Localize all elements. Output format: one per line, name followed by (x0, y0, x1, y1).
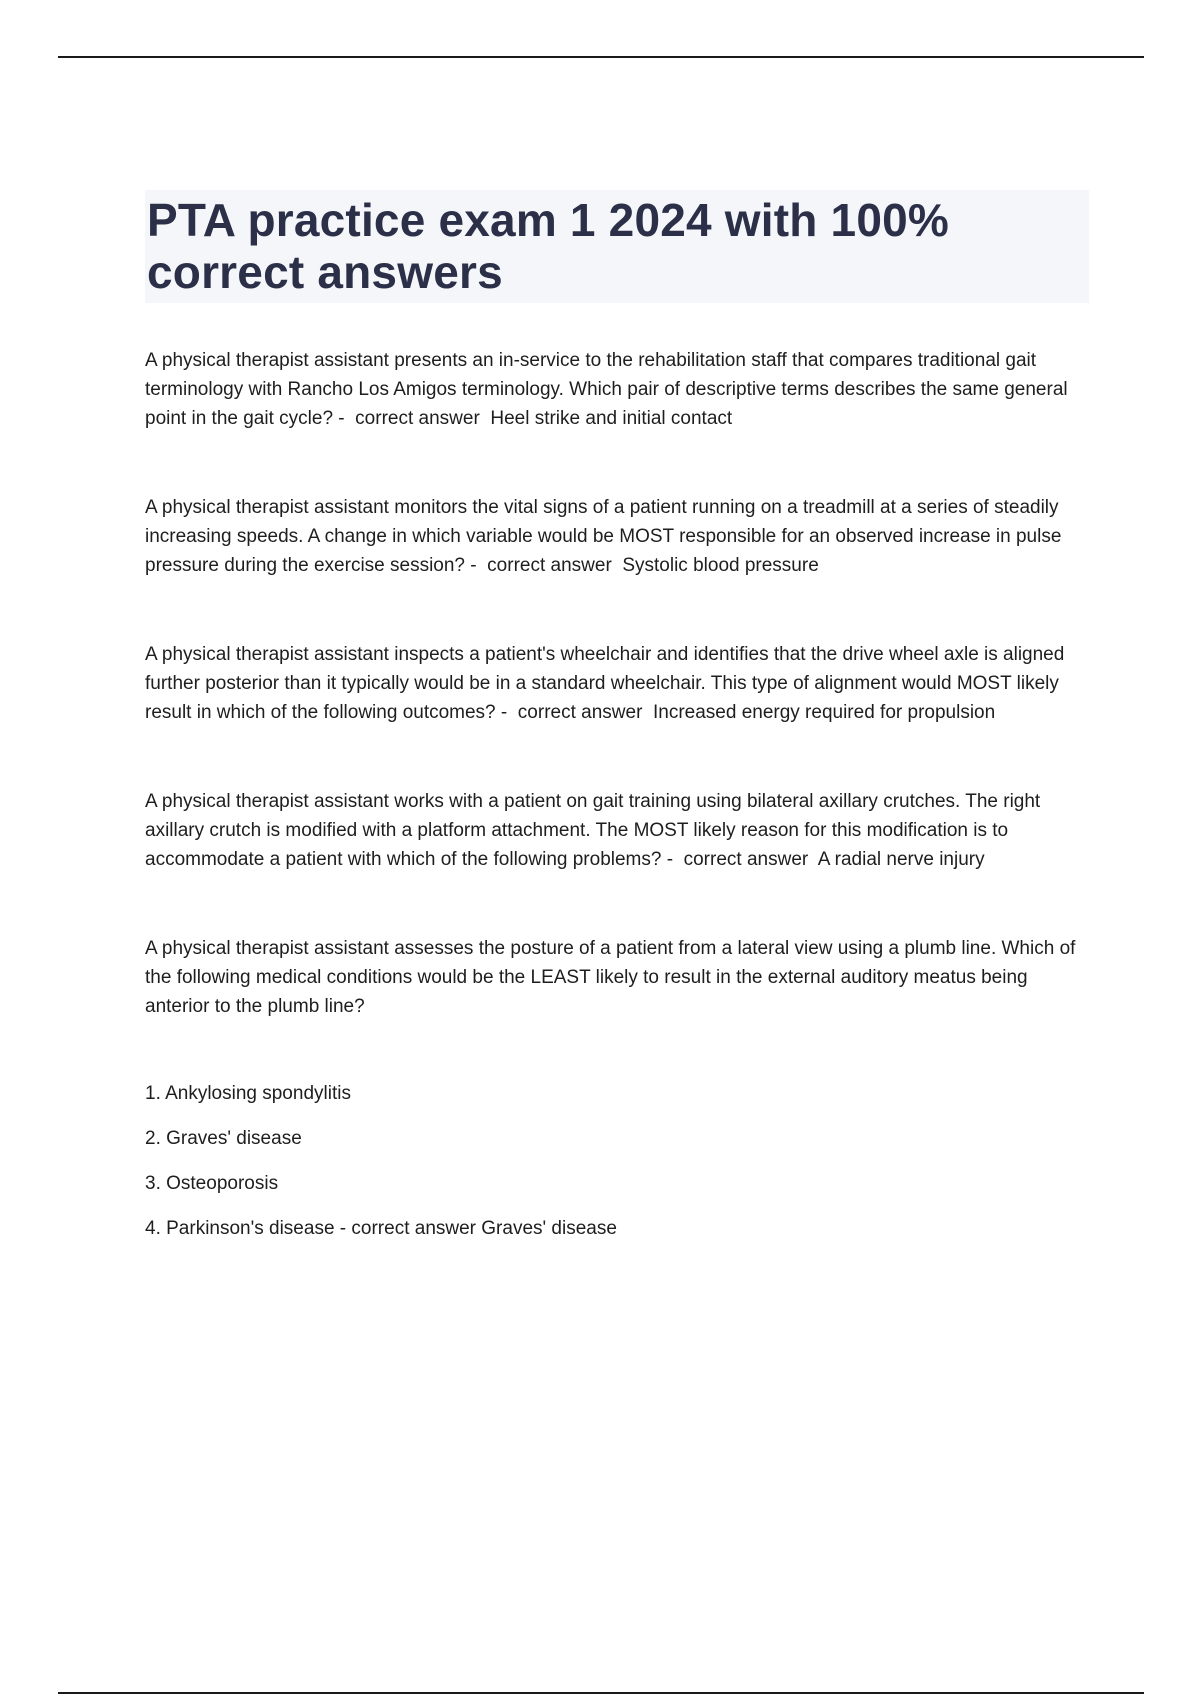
answer-text: Graves' disease (481, 1218, 617, 1239)
option-item: 3. Osteoporosis (145, 1173, 279, 1194)
qa-item-5-question (145, 934, 1090, 1021)
option-item: 1. Ankylosing spondylitis (145, 1083, 351, 1104)
question-text: A physical therapist assistant presents an in-service to the rehabilitation staff that compares traditional gait terminology with Rancho Los Amigos terminology. Which pair of descriptive terms describes the same general point in the gait cycle? (145, 350, 1068, 429)
answer-text: A radial nerve injury (817, 849, 985, 870)
answer-marker: - correct answer (495, 702, 653, 723)
bottom-divider (58, 1692, 1144, 1694)
answer-text: Increased energy required for propulsion (652, 702, 996, 723)
answer-options-list (145, 1079, 1090, 1243)
question-text: A physical therapist assistant works with a patient on gait training using bilateral axillary crutches. The right axillary crutch is modified with a platform attachment. The MOST likely reason for this modification is to accommodate a patient with which of the following problems? (145, 791, 1041, 870)
answer-marker: - correct answer (333, 408, 491, 429)
qa-item-2 (145, 493, 1090, 580)
answer-marker: - correct answer (465, 555, 623, 576)
question-text: A physical therapist assistant inspects a patient's wheelchair and identifies that the drive wheel axle is aligned further posterior than it typically would be in a standard wheelchair. This type of alignment would MOST likely result in which of the following outcomes? (145, 644, 1065, 723)
answer-marker: - correct answer (661, 849, 818, 870)
qa-item-4 (145, 787, 1090, 874)
option-item: 2. Graves' disease (145, 1128, 302, 1149)
question-text: A physical therapist assistant assesses the posture of a patient from a lateral view using a plumb line. Which of the following medical conditions would be the LEAST likely to result in the external auditory meatus being anterior to the plumb line? (145, 938, 1076, 1017)
top-divider (58, 56, 1144, 58)
document-title: PTA practice exam 1 2024 with 100% correct answers (147, 194, 949, 298)
answer-marker: - correct answer (334, 1218, 482, 1239)
title-banner (145, 190, 1089, 303)
option-text: 4. Parkinson's disease (145, 1218, 335, 1239)
answer-text: Heel strike and initial contact (490, 408, 733, 429)
document-body (145, 346, 1090, 1259)
qa-item-1 (145, 346, 1090, 433)
qa-item-3 (145, 640, 1090, 727)
answer-text: Systolic blood pressure (622, 555, 819, 576)
question-text: A physical therapist assistant monitors the vital signs of a patient running on a treadmill at a series of steadily increasing speeds. A change in which variable would be MOST responsible for an observed increase in pulse pressure during the exercise session? (145, 497, 1062, 576)
option-item-with-answer (145, 1214, 1090, 1243)
